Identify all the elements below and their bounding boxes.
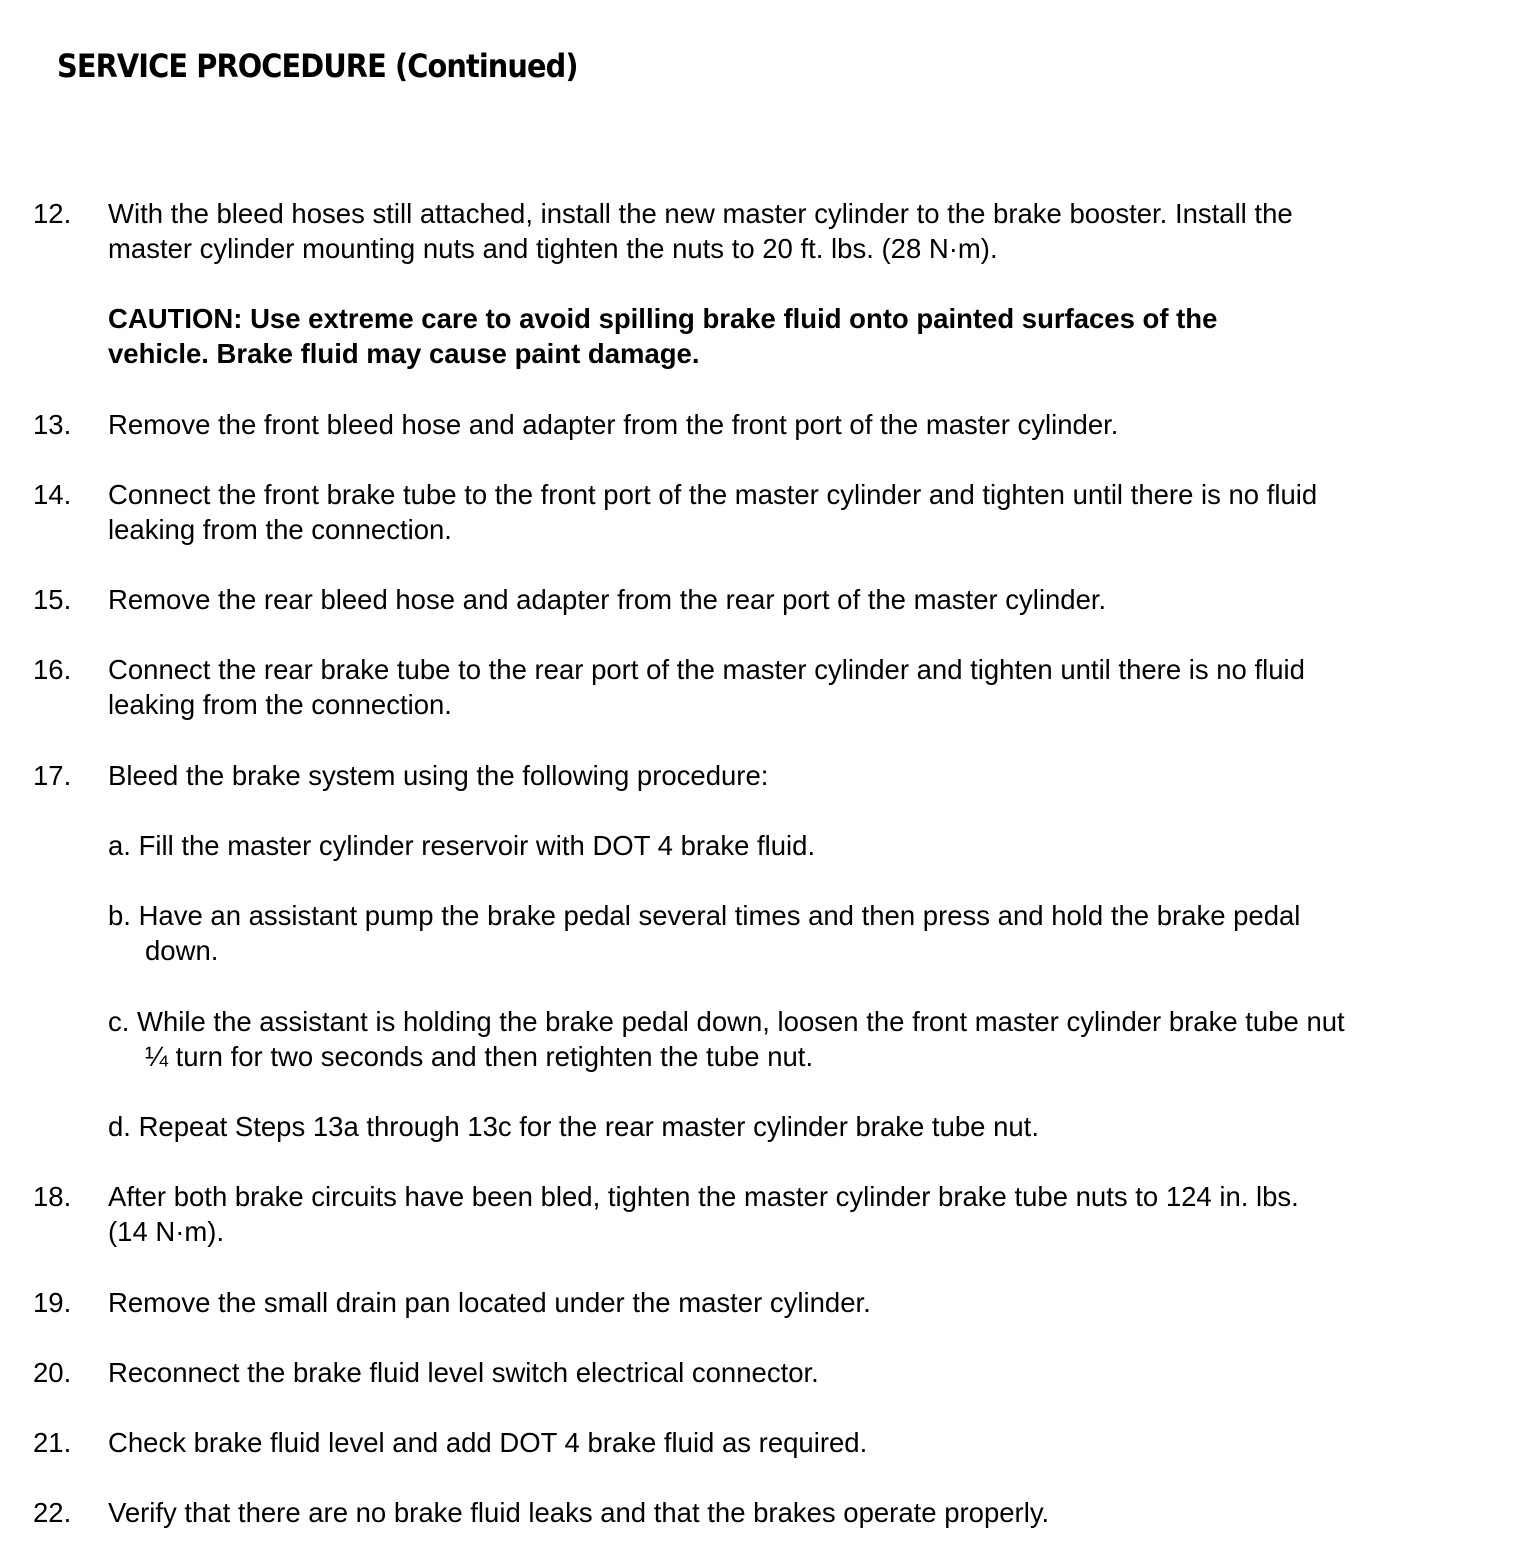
step-text (108, 758, 1518, 793)
step-line: After both brake circuits have been bled, tighten the master cylinder brake tube nuts to 124 in. lbs. (108, 1181, 1299, 1212)
step-text (108, 1495, 1518, 1530)
step-line: Connect the front brake tube to the front port of the master cylinder and tighten until there is no fluid (108, 479, 1318, 510)
caution-text (108, 301, 1518, 371)
substep-text (108, 1109, 1518, 1144)
step-text (108, 477, 1518, 547)
substep-line: ¼ turn for two seconds and then retighten the tube nut. (145, 1041, 814, 1072)
step-line: Remove the rear bleed hose and adapter from the rear port of the master cylinder. (108, 584, 1107, 615)
step-line: Reconnect the brake fluid level switch electrical connector. (108, 1357, 819, 1388)
step-line: Check brake fluid level and add DOT 4 brake fluid as required. (108, 1427, 868, 1458)
substep-line: down. (145, 935, 219, 966)
step-number: 22. (33, 1497, 72, 1528)
step-number: 16. (33, 654, 72, 685)
step-line: leaking from the connection. (108, 514, 452, 545)
step-line: master cylinder mounting nuts and tighten the nuts to 20 ft. lbs. (28 N·m). (108, 233, 998, 264)
step-line: Remove the front bleed hose and adapter from the front port of the master cylinder. (108, 409, 1119, 440)
caution-line: CAUTION: Use extreme care to avoid spilling brake fluid onto painted surfaces of the (108, 303, 1218, 334)
step-line: Verify that there are no brake fluid leaks and that the brakes operate properly. (108, 1497, 1050, 1528)
step-line: Connect the rear brake tube to the rear port of the master cylinder and tighten until there is no fluid (108, 654, 1305, 685)
step-number: 21. (33, 1427, 72, 1458)
substep-line: b. Have an assistant pump the brake pedal several times and then press and hold the brake pedal (108, 900, 1301, 931)
step-number: 17. (33, 760, 72, 791)
step-text (108, 196, 1518, 266)
step-text (108, 1285, 1518, 1320)
page-title: SERVICE PROCEDURE (Continued) (57, 47, 578, 85)
step-line: With the bleed hoses still attached, install the new master cylinder to the brake booster. Install the (108, 198, 1293, 229)
step-number: 13. (33, 409, 72, 440)
step-line: (14 N·m). (108, 1216, 225, 1247)
step-line: Bleed the brake system using the following procedure: (108, 760, 769, 791)
substep-line: d. Repeat Steps 13a through 13c for the rear master cylinder brake tube nut. (108, 1111, 1039, 1142)
step-text (108, 582, 1518, 617)
substep-text (108, 828, 1518, 863)
substep-line: a. Fill the master cylinder reservoir with DOT 4 brake fluid. (108, 830, 816, 861)
step-text (108, 1355, 1518, 1390)
step-text (108, 407, 1518, 442)
substep-text (108, 898, 1518, 968)
step-text (108, 1179, 1518, 1249)
substep-line: c. While the assistant is holding the brake pedal down, loosen the front master cylinder brake tube nut (108, 1006, 1345, 1037)
caution-line: vehicle. Brake fluid may cause paint damage. (108, 338, 700, 369)
step-text (108, 1425, 1518, 1460)
step-text (108, 652, 1518, 722)
substep-text (108, 1004, 1518, 1074)
step-number: 19. (33, 1287, 72, 1318)
step-number: 12. (33, 198, 72, 229)
step-line: Remove the small drain pan located under the master cylinder. (108, 1287, 871, 1318)
step-line: leaking from the connection. (108, 689, 452, 720)
step-number: 14. (33, 479, 72, 510)
step-number: 18. (33, 1181, 72, 1212)
step-number: 20. (33, 1357, 72, 1388)
step-number: 15. (33, 584, 72, 615)
